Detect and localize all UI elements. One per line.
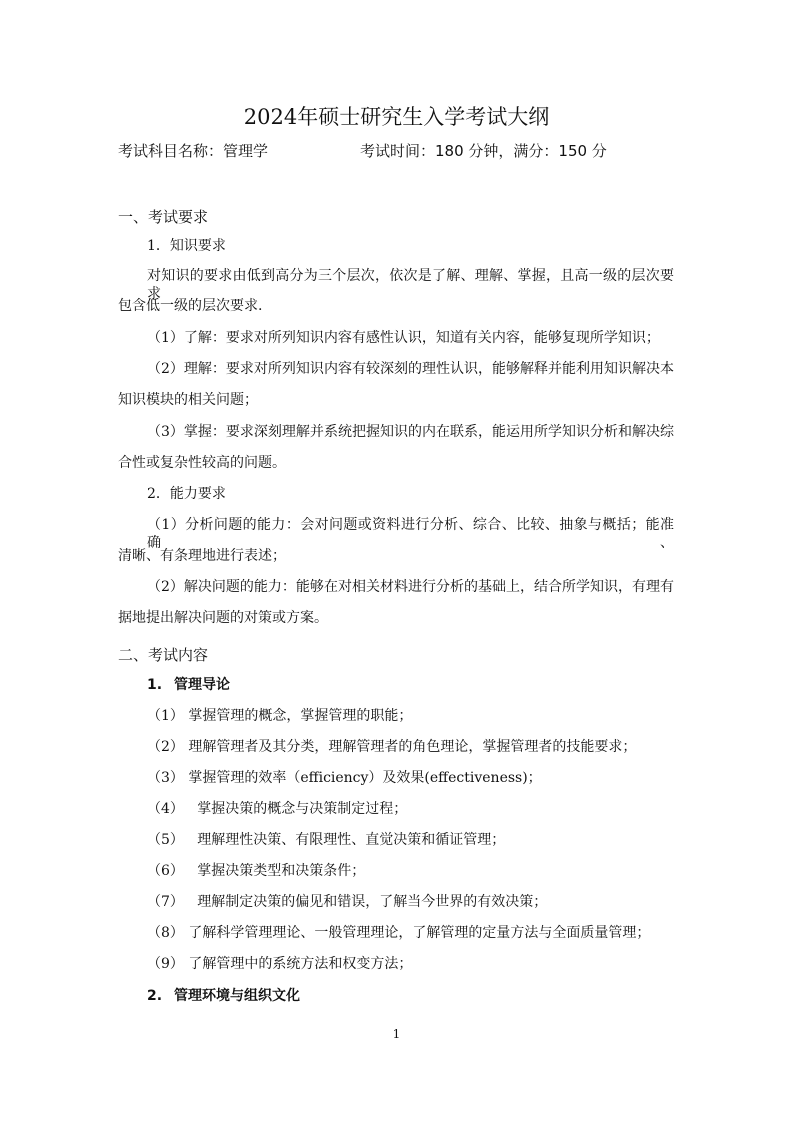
chapter-title: 管理导论 xyxy=(174,677,230,693)
paragraph-line: 合性或复杂性较高的问题。 xyxy=(118,455,286,471)
exam-subject: 考试科目名称：管理学 xyxy=(118,142,269,160)
list-item: （5） 理解理性决策、有限理性、直觉决策和循证管理； xyxy=(147,832,506,848)
paragraph-line: 据地提出解决问题的对策或方案。 xyxy=(118,610,328,626)
list-item: （6） 掌握决策类型和决策条件； xyxy=(147,863,366,879)
chapter-number: 1. xyxy=(147,677,163,693)
chapter-title: 管理环境与组织文化 xyxy=(174,988,300,1004)
document-title: 2024年硕士研究生入学考试大纲 xyxy=(243,105,550,129)
subheading: 1．知识要求 xyxy=(147,238,226,254)
list-item: （8） 了解科学管理理论、一般管理理论，了解管理的定量方法与全面质量管理； xyxy=(147,925,651,941)
list-item: （4） 掌握决策的概念与决策制定过程； xyxy=(147,801,408,817)
list-item: （7） 理解制定决策的偏见和错误，了解当今世界的有效决策； xyxy=(147,894,548,910)
exam-time: 考试时间：180 分钟，满分：150 分 xyxy=(360,142,607,160)
paragraph-line: （1）了解：要求对所列知识内容有感性认识，知道有关内容，能够复现所学知识； xyxy=(147,330,660,346)
chapter-number: 2. xyxy=(147,988,163,1004)
list-item: （9） 了解管理中的系统方法和权变方法； xyxy=(147,956,413,972)
list-item: （2） 理解管理者及其分类，理解管理者的角色理论，掌握管理者的技能要求； xyxy=(147,739,637,755)
paragraph-line: （1）分析问题的能力：会对问题或资料进行分析、综合、比较、抽象与概括；能准确、 xyxy=(147,517,674,551)
chapter-heading xyxy=(147,987,300,1005)
list-item: （1） 掌握管理的概念，掌握管理的职能； xyxy=(147,708,413,724)
paragraph-line: （3）掌握：要求深刻理解并系统把握知识的内在联系，能运用所学知识分析和解决综 xyxy=(147,424,674,440)
paragraph-line: 清晰、有条理地进行表述； xyxy=(118,548,286,564)
paragraph-line: （2）解决问题的能力：能够在对相关材料进行分析的基础上，结合所学知识，有理有 xyxy=(147,579,674,595)
page-number: 1 xyxy=(392,1027,401,1041)
list-item: （3） 掌握管理的效率（efficiency）及效果(effectiveness)； xyxy=(147,770,542,786)
paragraph-line: 对知识的要求由低到高分为三个层次，依次是了解、理解、掌握，且高一级的层次要求 xyxy=(147,268,674,302)
paragraph-line: 知识模块的相关问题； xyxy=(118,392,258,408)
subheading: 2．能力要求 xyxy=(147,486,226,502)
section-heading: 二、考试内容 xyxy=(118,646,209,664)
paragraph-line: 包含低一级的层次要求. xyxy=(118,298,263,314)
paragraph-line: （2）理解：要求对所列知识内容有较深刻的理性认识，能够解释并能利用知识解决本 xyxy=(147,361,674,377)
chapter-heading xyxy=(147,676,230,694)
section-heading: 一、考试要求 xyxy=(118,208,209,226)
